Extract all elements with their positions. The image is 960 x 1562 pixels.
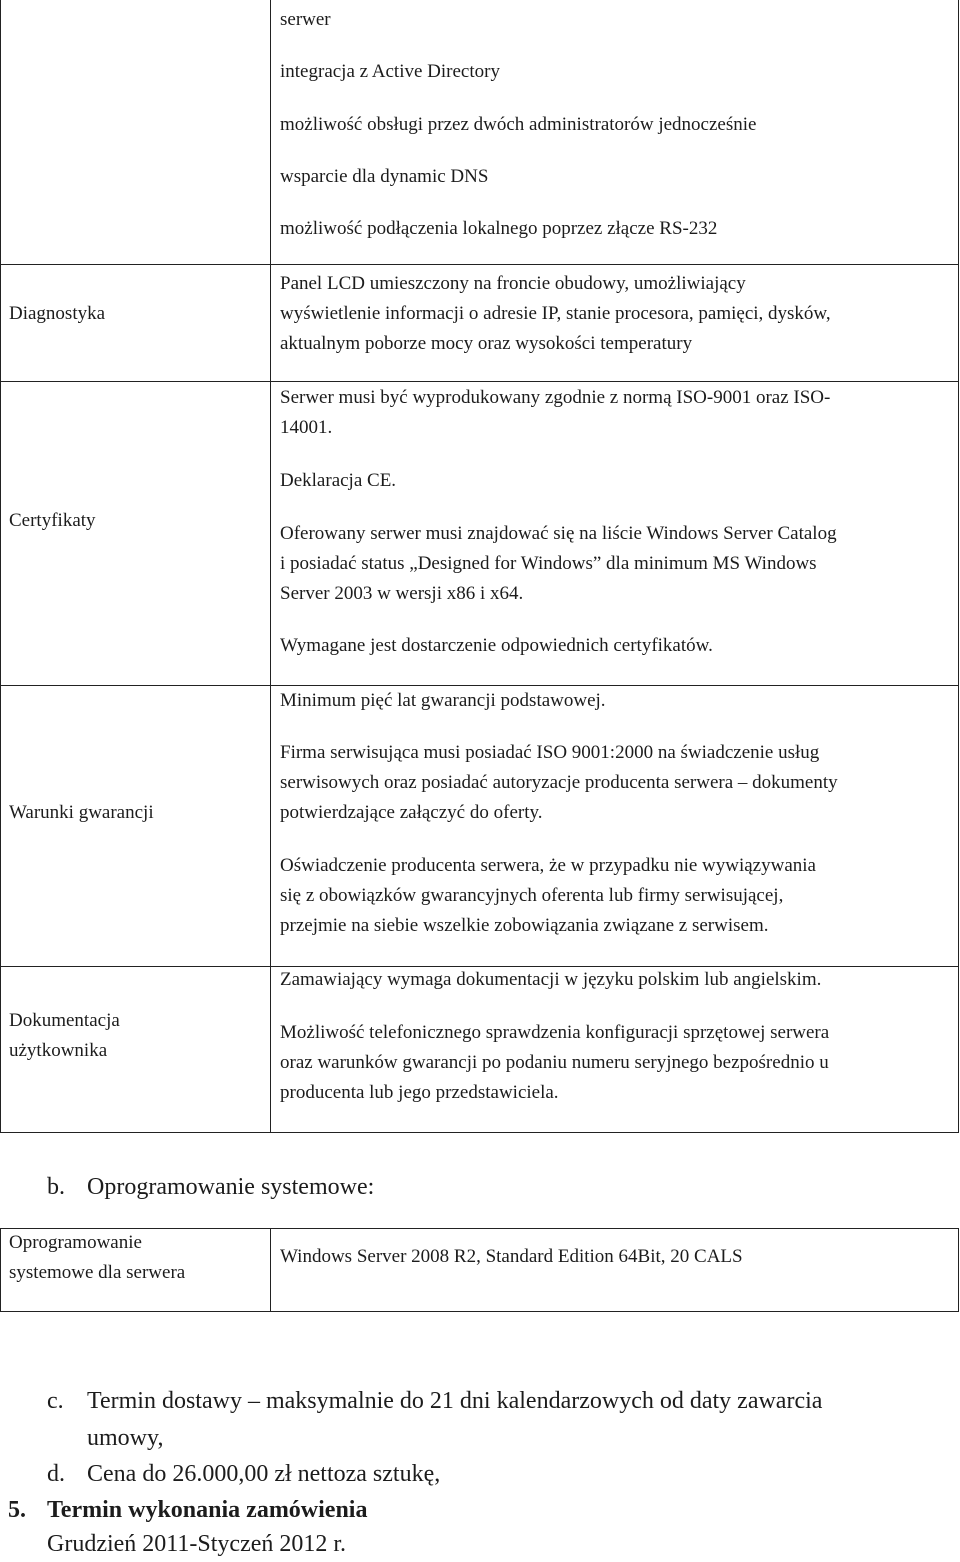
gwarancja-service-text: serwisowych oraz posiadać autoryzacje producenta serwera – dokumenty [280,772,838,793]
gwarancja-statement-text: przejmie na siebie wszelkie zobowiązania związane z serwisem. [280,915,769,936]
dokumentacja-phone-text: Możliwość telefonicznego sprawdzenia konfiguracji sprzętowej serwera [280,1022,830,1043]
server-feature-line: integracja z Active Directory [280,61,500,82]
dokumentacja-language-text: Zamawiający wymaga dokumentacji w języku polskim lub angielskim. [280,969,822,990]
section-b-marker: b. [47,1174,65,1200]
row-label-dokumentacja: użytkownika [9,1040,108,1061]
table2-top-border [0,1228,959,1229]
gwarancja-service-text: potwierdzające załączyć do oferty. [280,802,543,823]
certyfikaty-iso-text: Serwer musi być wyprodukowany zgodnie z normą ISO-9001 oraz ISO- [280,387,831,408]
diagnostyka-text: wyświetlenie informacji o adresie IP, stanie procesora, pamięci, dysków, [280,303,831,324]
gwarancja-minimum-text: Minimum pięć lat gwarancji podstawowej. [280,690,606,711]
table2-column-divider [270,1228,271,1312]
gwarancja-statement-text: Oświadczenie producenta serwera, że w przypadku nie wywiązywania [280,855,816,876]
software-row-value: Windows Server 2008 R2, Standard Edition 64Bit, 20 CALS [280,1246,743,1267]
table-left-border [0,0,1,1133]
certyfikaty-catalog-text: Server 2003 w wersji x86 i x64. [280,583,524,604]
server-feature-line: wsparcie dla dynamic DNS [280,166,489,187]
server-feature-line: możliwość podłączenia lokalnego poprzez złącze RS-232 [280,218,718,239]
diagnostyka-text: Panel LCD umieszczony na froncie obudowy, umożliwiający [280,273,746,294]
row-label-dokumentacja: Dokumentacja [9,1010,120,1031]
certyfikaty-catalog-text: i posiadać status „Designed for Windows” dla minimum MS Windows [280,553,817,574]
dokumentacja-phone-text: oraz warunków gwarancji po podaniu numeru seryjnego bezpośrednio u [280,1052,829,1073]
certyfikaty-catalog-text: Oferowany serwer musi znajdować się na liście Windows Server Catalog [280,523,837,544]
gwarancja-statement-text: się z obowiązków gwarancyjnych oferenta lub firmy serwisującej, [280,885,784,906]
gwarancja-service-text: Firma serwisująca musi posiadać ISO 9001:2000 na świadczenie usług [280,742,820,763]
row-label-certyfikaty: Certyfikaty [9,510,96,531]
row-divider-gwarancja [0,966,959,967]
table2-left-border [0,1228,1,1312]
section-d-marker: d. [47,1461,65,1487]
software-row-label: systemowe dla serwera [9,1262,186,1283]
table-column-divider [270,0,271,1133]
table-right-border [958,0,959,1133]
section-5-heading: Termin wykonania zamówienia [47,1497,368,1523]
server-feature-line: możliwość obsługi przez dwóch administratorów jednocześnie [280,114,757,135]
certyfikaty-required-text: Wymagane jest dostarczenie odpowiednich certyfikatów. [280,635,713,656]
section-c-text: Termin dostawy – maksymalnie do 21 dni kalendarzowych od daty zawarcia [87,1388,823,1414]
table2-bottom-border [0,1311,959,1312]
certyfikaty-iso-text: 14001. [280,417,333,438]
dokumentacja-phone-text: producenta lub jego przedstawiciela. [280,1082,559,1103]
certyfikaty-ce-text: Deklaracja CE. [280,470,397,491]
section-d-text: Cena do 26.000,00 zł nettoza sztukę, [87,1461,441,1487]
row-label-diagnostyka: Diagnostyka [9,303,106,324]
section-b-heading: Oprogramowanie systemowe: [87,1174,375,1200]
row-divider-certyfikaty [0,685,959,686]
row-label-gwarancja: Warunki gwarancji [9,802,154,823]
row-divider-server [0,264,959,265]
row-divider-diagnostyka [0,381,959,382]
table2-right-border [958,1228,959,1312]
section-5-text: Grudzień 2011-Styczeń 2012 r. [47,1531,347,1557]
diagnostyka-text: aktualnym poborze mocy oraz wysokości temperatury [280,333,693,354]
server-feature-line: serwer [280,9,331,30]
section-c-text: umowy, [87,1425,164,1451]
table-bottom-border [0,1132,959,1133]
section-c-marker: c. [47,1388,64,1414]
software-row-label: Oprogramowanie [9,1232,142,1253]
section-5-marker: 5. [8,1497,26,1523]
